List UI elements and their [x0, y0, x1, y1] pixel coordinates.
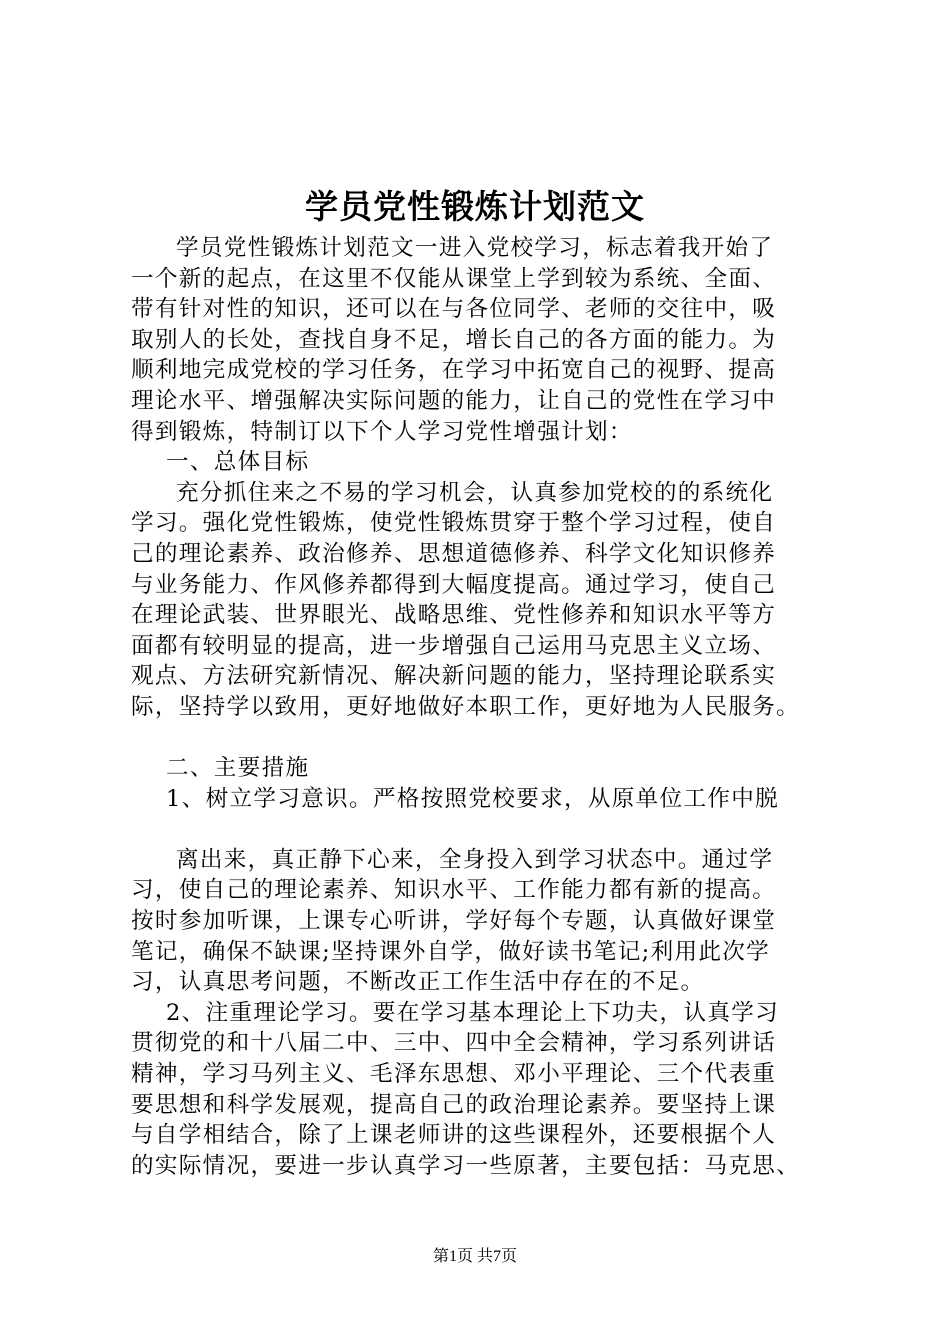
body-line: 的实际情况，要进一步认真学习一些原著，主要包括：马克思、 — [131, 1152, 801, 1179]
body-line: 观点、方法研究新情况、解决新问题的能力，坚持理论联系实 — [131, 663, 777, 690]
body-line: 取别人的长处，查找自身不足，增长自己的各方面的能力。为 — [131, 326, 777, 353]
body-line: 要思想和科学发展观，提高自己的政治理论素养。要坚持上课 — [131, 1091, 777, 1118]
body-line: 与业务能力、作风修养都得到大幅度提高。通过学习，使自己 — [131, 571, 777, 598]
body-line: 面都有较明显的提高，进一步增强自己运用马克思主义立场、 — [131, 632, 777, 659]
body-line: 在理论武装、世界眼光、战略思维、党性修养和知识水平等方 — [131, 602, 777, 629]
body-line: 一个新的起点，在这里不仅能从课堂上学到较为系统、全面、 — [131, 265, 777, 292]
page-footer: 第1页 共7页 — [432, 1248, 517, 1265]
document-title: 学员党性锻炼计划范文 — [305, 187, 645, 226]
body-line: 习，认真思考问题，不断改正工作生活中存在的不足。 — [131, 969, 705, 996]
body-line: 与自学相结合，除了上课老师讲的这些课程外，还要根据个人 — [131, 1122, 777, 1149]
blank-line — [131, 723, 841, 754]
body-line: 带有针对性的知识，还可以在与各位同学、老师的交往中，吸 — [131, 296, 777, 323]
body-line: 际，坚持学以致用，更好地做好本职工作，更好地为人民服务。 — [131, 693, 801, 720]
blank-line — [131, 814, 841, 845]
body-line: 离出来，真正静下心来，全身投入到学习状态中。通过学 — [176, 846, 774, 873]
body-line: 学员党性锻炼计划范文一进入党校学习，标志着我开始了 — [176, 235, 774, 261]
body-line: 理论水平、增强解决实际问题的能力，让自己的党性在学习中 — [131, 387, 777, 414]
body-line: 顺利地完成党校的学习任务，在学习中拓宽自己的视野、提高 — [131, 357, 777, 384]
body-line: 按时参加听课，上课专心听讲，学好每个专题，认真做好课堂 — [131, 908, 777, 935]
body-line: 充分抓住来之不易的学习机会，认真参加党校的的系统化 — [176, 479, 774, 506]
body-line: 2、注重理论学习。要在学习基本理论上下功夫，认真学习 — [166, 999, 780, 1026]
body-line: 己的理论素养、政治修养、思想道德修养、科学文化知识修养 — [131, 540, 777, 567]
section-heading: 一、总体目标 — [166, 449, 310, 476]
body-line: 得到锻炼，特制订以下个人学习党性增强计划： — [131, 418, 633, 445]
body-line: 笔记，确保不缺课;坚持课外自学，做好读书笔记;利用此次学 — [131, 938, 771, 965]
body-line: 精神，学习马列主义、毛泽东思想、邓小平理论、三个代表重 — [131, 1061, 777, 1088]
body-line: 贯彻党的和十八届二中、三中、四中全会精神，学习系列讲话 — [131, 1030, 777, 1057]
section-heading: 二、主要措施 — [166, 755, 310, 782]
document-body — [131, 233, 841, 1181]
body-line: 习，使自己的理论素养、知识水平、工作能力都有新的提高。 — [131, 877, 777, 904]
body-line: 1、树立学习意识。严格按照党校要求，从原单位工作中脱 — [166, 785, 780, 812]
body-line: 学习。强化党性锻炼，使党性锻炼贯穿于整个学习过程，使自 — [131, 510, 777, 537]
